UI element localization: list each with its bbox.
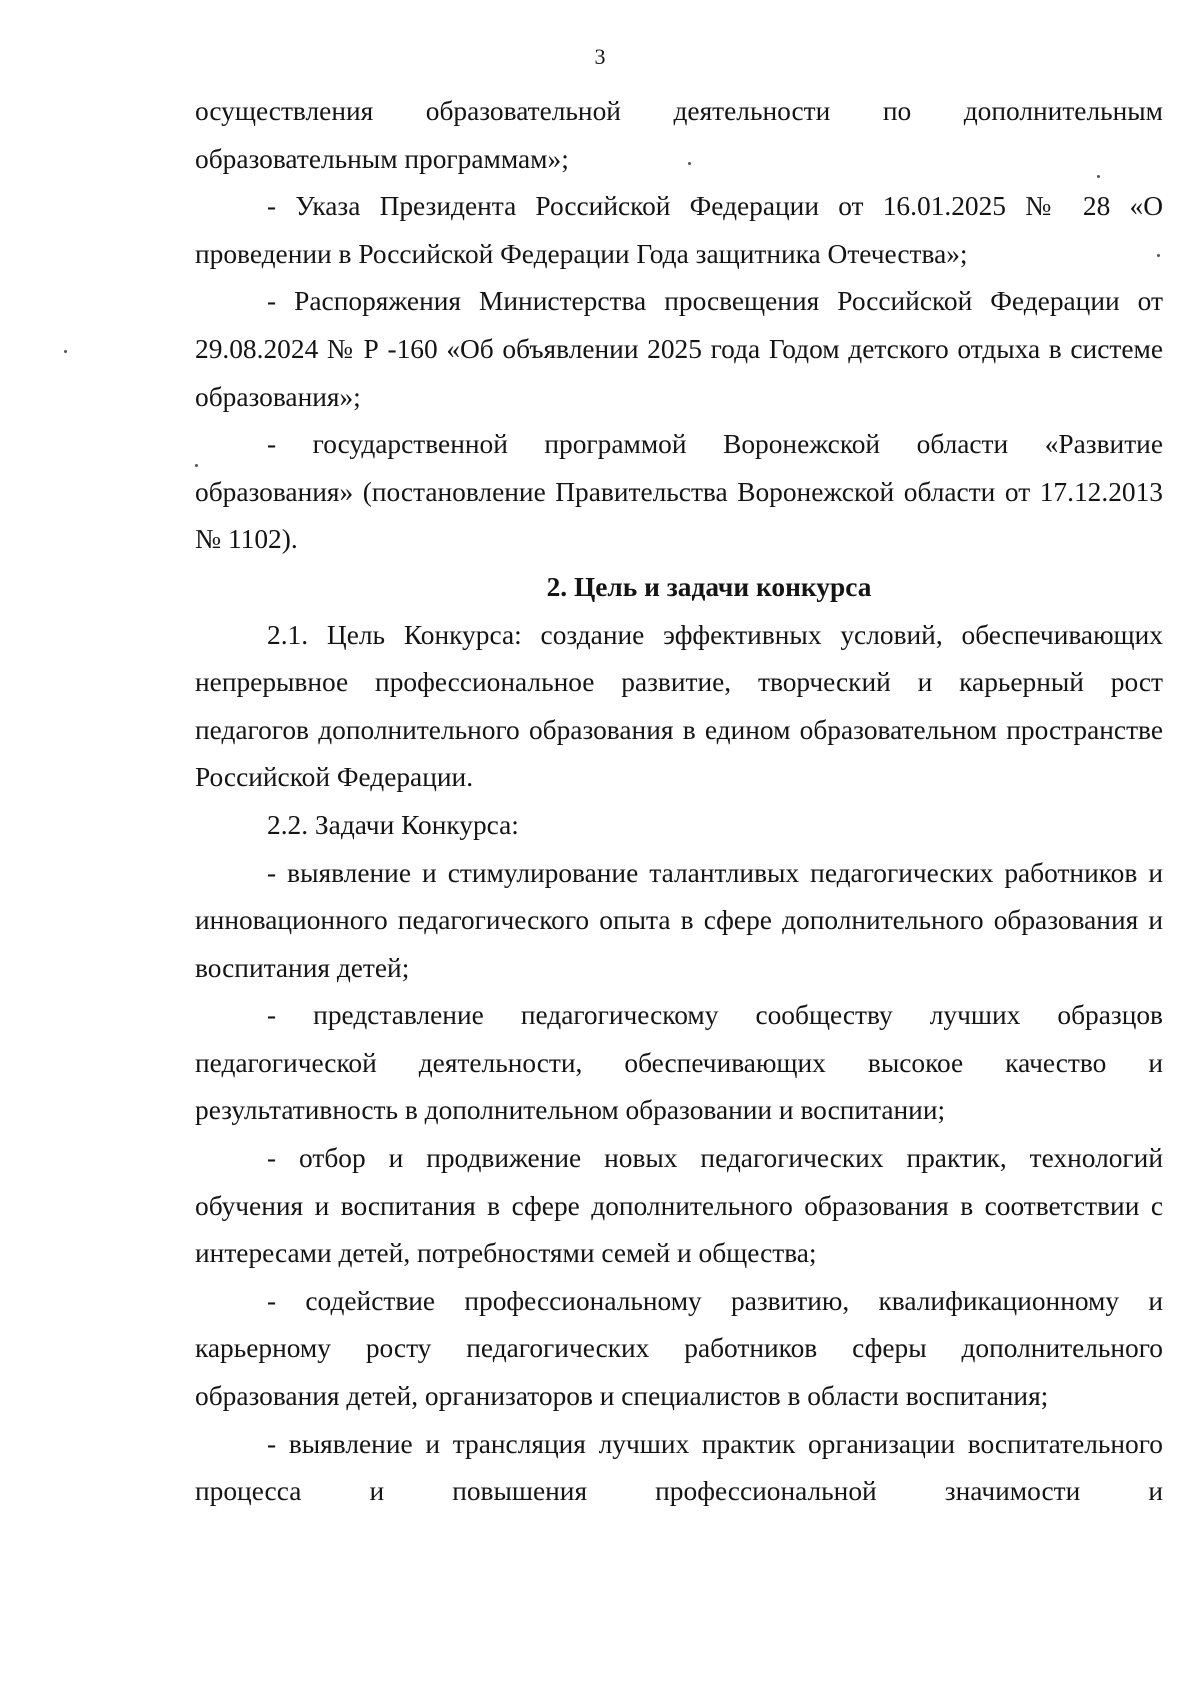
scan-speck <box>195 464 198 467</box>
list-item-presidential-decree: - Указа Президента Российской Федерации от 16.01.2025 № 28 «О проведении в Российской Федерации Года защитника Отечества»; <box>195 191 1163 269</box>
paragraph-continuation: осуществления образовательной деятельности по дополнительным образовательным программам»; <box>195 96 1163 174</box>
list-item-task-2: - представление педагогическому сообществу лучших образцов педагогической деятельности, обеспечивающих высокое качество и результативность в дополнительном образовании и воспитании; <box>195 1000 1163 1126</box>
scan-speck <box>688 162 691 165</box>
section-heading: 2. Цель и задачи конкурса <box>546 571 872 602</box>
list-item-task-5: - выявление и трансляция лучших практик организации воспитательного процесса и повышения профессиональной значимости и <box>195 1428 1163 1507</box>
list-item-task-1: - выявление и стимулирование талантливых педагогических работников и инновационного педагогического опыта в сфере дополнительного образования и воспитания детей; <box>195 857 1163 983</box>
list-item-ministry-order: - Распоряжения Министерства просвещения Российской Федерации от 29.08.2024 № Р -160 «Об объявлении 2025 года Годом детского отдыха в системе образования»; <box>195 286 1163 412</box>
list-item-task-3: - отбор и продвижение новых педагогических практик, технологий обучения и воспитания в сфере дополнительного образования в соответствии с интересами детей, потребностями семей и общества; <box>195 1143 1163 1269</box>
paragraph-tasks-title: 2.2. Задачи Конкурса: <box>267 809 519 840</box>
document-body <box>195 88 1163 1516</box>
paragraph-goal: 2.1. Цель Конкурса: создание эффективных условий, обеспечивающих непрерывное профессиональное развитие, творческий и карьерный рост педагогов дополнительного образования в едином образовательном пространстве Российской Федерации. <box>195 619 1163 793</box>
list-item-state-program: - государственной программой Воронежской области «Развитие образования» (постановление Правительства Воронежской области от 17.12.2013 № 1102). <box>195 429 1163 555</box>
scan-speck <box>64 350 67 353</box>
page-number: 3 <box>594 44 606 69</box>
scan-speck <box>1157 254 1160 257</box>
scan-speck <box>1097 175 1100 178</box>
list-item-task-4: - содействие профессиональному развитию, квалификационному и карьерному росту педагогических работников сферы дополнительного образования детей, организаторов и специалистов в области воспитания; <box>195 1285 1163 1412</box>
